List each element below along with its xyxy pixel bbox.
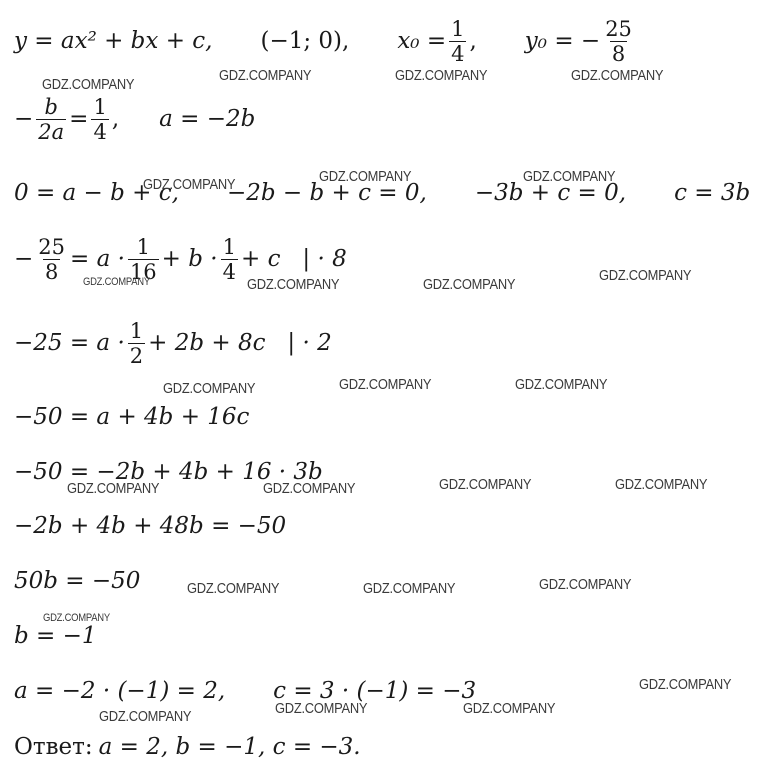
watermark: GDZ.COMPANY (275, 700, 368, 717)
watermark: GDZ.COMPANY (615, 476, 708, 493)
a-relation: a = −2b (159, 106, 256, 133)
watermark: GDZ.COMPANY (339, 376, 432, 393)
watermark: GDZ.COMPANY (99, 708, 192, 725)
watermark: GDZ.COMPANY (599, 267, 692, 284)
line-4: − $\frac{25}{8}$ = a · $\frac{1}{16}$ + b · $\frac{1}{4}$ + c | · 8 (14, 235, 347, 285)
vertex-fraction: $\frac{b}{2a}$ (38, 95, 65, 145)
watermark: GDZ.COMPANY (523, 168, 616, 185)
watermark: GDZ.COMPANY (187, 580, 280, 597)
watermark: GDZ.COMPANY (319, 168, 412, 185)
y0-label: y₀ = − (524, 28, 601, 55)
answer-line (14, 736, 361, 759)
line-9: 50b = −50 (14, 568, 141, 594)
watermark: GDZ.COMPANY (219, 67, 312, 84)
x0-fraction: $\frac{1}{4}$ (451, 17, 465, 67)
y0-fraction: $\frac{25}{8}$ (605, 17, 632, 67)
point-coords: (−1; 0), (260, 28, 350, 55)
watermark: GDZ.COMPANY (515, 376, 608, 393)
watermark: GDZ.COMPANY (639, 676, 732, 693)
answer-text: a = 2, b = −1, c = −3. (98, 734, 361, 760)
watermark: GDZ.COMPANY (43, 612, 110, 624)
line-11: a = −2 · (−1) = 2, c = 3 · (−1) = −3 (14, 678, 477, 704)
x0-label: x₀ = (397, 28, 447, 55)
watermark: GDZ.COMPANY (163, 380, 256, 397)
line-1: y = ax² + bx + c, (−1; 0), x₀ = $\frac{1}{4}$ , y₀ = − $\frac{25}{8}$ (14, 17, 632, 67)
line-8: −2b + 4b + 48b = −50 (14, 513, 287, 539)
line-2: − $\frac{b}{2a}$ = $\frac{1}{4}$ , a = −2b (14, 95, 256, 145)
watermark: GDZ.COMPANY (83, 276, 150, 288)
watermark: GDZ.COMPANY (247, 276, 340, 293)
line-3: 0 = a − b + c, −2b − b + c = 0, −3b + c = 0, c = 3b (14, 180, 751, 206)
watermark: GDZ.COMPANY (463, 700, 556, 717)
quadratic-formula: y = ax² + bx + c, (14, 28, 213, 55)
watermark: GDZ.COMPANY (539, 576, 632, 593)
line-5: −25 = a · $\frac{1}{2}$ + 2b + 8c | · 2 (14, 319, 332, 369)
line-7: −50 = −2b + 4b + 16 · 3b (14, 459, 323, 485)
watermark: GDZ.COMPANY (423, 276, 516, 293)
answer-label: Ответ: (14, 734, 93, 760)
watermark: GDZ.COMPANY (395, 67, 488, 84)
line-6: −50 = a + 4b + 16c (14, 404, 250, 430)
watermark: GDZ.COMPANY (363, 580, 456, 597)
watermark: GDZ.COMPANY (439, 476, 532, 493)
watermark: GDZ.COMPANY (571, 67, 664, 84)
watermark: GDZ.COMPANY (143, 176, 236, 193)
watermark: GDZ.COMPANY (263, 480, 356, 497)
quarter-fraction: $\frac{1}{4}$ (93, 95, 107, 145)
watermark: GDZ.COMPANY (42, 76, 135, 93)
line-10: b = −1 (14, 623, 97, 649)
watermark: GDZ.COMPANY (67, 480, 160, 497)
